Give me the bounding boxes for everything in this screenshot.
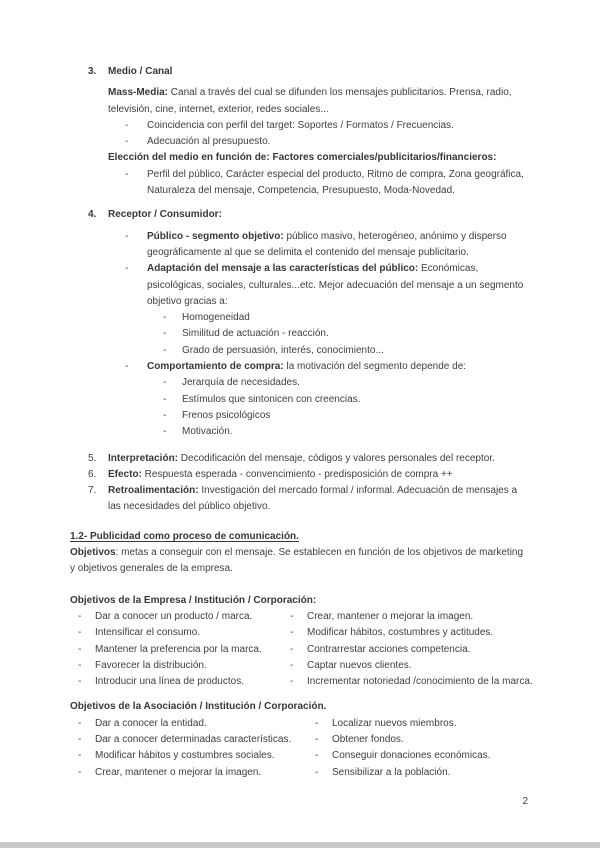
item-rest: Decodificación del mensaje, códigos y valores personales del receptor.: [178, 452, 495, 464]
list-item: [315, 716, 530, 732]
list-item-text: Incrementar notoriedad /conocimiento de la marca.: [307, 676, 533, 688]
bullet-dash: -: [78, 676, 82, 688]
section-objetivos-asociacion: [70, 699, 530, 780]
bullet-dash: -: [125, 230, 129, 242]
list-item: [78, 609, 290, 625]
list-item: [290, 674, 533, 690]
list-item: [290, 642, 530, 658]
item-lead: Efecto:: [108, 468, 142, 480]
list-item: [78, 674, 290, 690]
paragraph-lead: Elección del medio en función de: Factores comerciales/publicitarios/financieros:: [108, 152, 497, 164]
list-item: [70, 408, 530, 424]
list-item-text: Introducir una línea de productos.: [95, 676, 244, 688]
list-item-text: Sensibilizar a la población.: [332, 766, 451, 778]
list-item: [78, 658, 290, 674]
item-rest: Respuesta esperada - convencimiento - predisposición de compra ++: [141, 468, 453, 480]
two-column-row: [70, 625, 530, 641]
item-text: [108, 483, 530, 516]
item-number: 5.: [88, 452, 97, 464]
bullet-dash: -: [290, 659, 294, 671]
list-item-text: Grado de persuasión, interés, conocimiento...: [182, 344, 384, 356]
two-column-row: [70, 732, 530, 748]
numbered-item: [70, 467, 530, 483]
list-item-text: Dar a conocer un producto / marca.: [95, 610, 253, 622]
section-receptor-consumidor: [70, 207, 530, 440]
bullet-dash: -: [290, 676, 294, 688]
bullet-dash: -: [125, 119, 129, 131]
bullet-dash: -: [315, 717, 319, 729]
bullet-dash: -: [315, 766, 319, 778]
item-number: 7.: [88, 485, 97, 497]
item-lead: Retroalimentación:: [108, 485, 199, 497]
list-item-text: Similitud de actuación - reacción.: [182, 328, 329, 340]
list-item-text: Contrarrestar acciones competencia.: [307, 643, 471, 655]
bullet-dash: -: [78, 627, 82, 639]
list-item-text: Captar nuevos clientes.: [307, 659, 412, 671]
bullet-dash: -: [78, 733, 82, 745]
bullet-dash: -: [78, 643, 82, 655]
list-item-text: Perfil del público, Carácter especial del producto, Ritmo de compra, Zona geográfica, Naturaleza del mensaje, Competencia, Presupuesto, Moda-Novedad.: [147, 168, 524, 197]
list-item: [70, 310, 530, 326]
section-items-5-7: [70, 451, 530, 516]
bullet-dash: -: [163, 312, 167, 324]
bullet-dash: -: [78, 750, 82, 762]
paragraph-mass-media: [70, 85, 530, 118]
bullet-dash: -: [163, 344, 167, 356]
bullet-dash: -: [290, 643, 294, 655]
list-item-text: [147, 229, 530, 262]
list-item: [70, 424, 530, 440]
list-item-text: Estímulos que sintonicen con creencias.: [182, 393, 361, 405]
list-item: [290, 609, 530, 625]
bullet-dash: -: [163, 328, 167, 340]
paragraph-rest: : metas a conseguir con el mensaje. Se establecen en función de los objetivos de marketing y objetivos generales de la empresa.: [70, 547, 524, 575]
list-item-text: Intensificar el consumo.: [95, 627, 201, 639]
bullet-dash: -: [125, 136, 129, 148]
list-item: [70, 343, 530, 359]
section-heading: [70, 207, 530, 223]
list-item-text: Obtener fondos.: [332, 733, 404, 745]
bullet-dash: -: [290, 610, 294, 622]
list-item-text: Modificar hábitos y costumbres sociales.: [95, 750, 275, 762]
list-item: [315, 732, 530, 748]
two-column-row: [70, 658, 530, 674]
list-item: [70, 392, 530, 408]
list-item-text: Localizar nuevos miembros.: [332, 717, 457, 729]
section-number: 3.: [88, 66, 97, 77]
section-objetivos-empresa: [70, 593, 533, 691]
numbered-item: [70, 483, 530, 516]
bullet-dash: -: [78, 717, 82, 729]
bullet-dash: -: [78, 766, 82, 778]
list-item-text: Crear, mantener o mejorar la imagen.: [95, 766, 262, 778]
list-item: [70, 167, 530, 200]
paragraph-rest: Canal a través del cual se difunden los mensajes publicitarios. Prensa, radio, televisión, cine, internet, exterior, redes sociales...: [108, 87, 512, 115]
paragraph-lead: Objetivos: [70, 547, 116, 559]
two-column-row: [70, 748, 530, 764]
list-item-text: Frenos psicológicos: [182, 409, 271, 421]
bullet-dash: -: [163, 426, 167, 438]
list-item: [78, 642, 290, 658]
item-rest: Investigación del mercado formal / informal. Adecuación de mensajes a las necesidades del público objetivo.: [108, 485, 518, 513]
list-item: [315, 765, 530, 781]
item-text: [108, 467, 530, 483]
list-item-text: Modificar hábitos, costumbres y actitudes.: [307, 627, 494, 639]
list-item: [78, 732, 315, 748]
subsection-heading: 1.2- Publicidad como proceso de comunicación.: [70, 530, 299, 542]
list-item-text: Coincidencia con perfil del target: Soportes / Formatos / Frecuencias.: [147, 119, 454, 131]
paragraph-eleccion: [70, 150, 530, 166]
two-column-row: [70, 765, 530, 781]
list-item: [78, 625, 290, 641]
bullet-dash: -: [125, 361, 129, 373]
list-item: [70, 359, 530, 375]
list-item-text: [147, 359, 530, 375]
paragraph-objetivos: [70, 545, 530, 578]
list-item: [315, 748, 530, 764]
list-item-text: Dar a conocer la entidad.: [95, 717, 207, 729]
list-item-lead: Comportamiento de compra:: [147, 361, 284, 373]
item-lead: Interpretación:: [108, 452, 179, 464]
list-item: [290, 625, 530, 641]
list-item: [70, 261, 530, 310]
list-item-text: Jerarquía de necesidades.: [182, 377, 300, 389]
list-item: [78, 748, 315, 764]
list-item: [70, 229, 530, 262]
section-title: Medio / Canal: [108, 66, 173, 77]
list-heading: Objetivos de la Asociación / Institución / Corporación.: [70, 701, 327, 713]
list-item-text: Dar a conocer determinadas características.: [95, 733, 292, 745]
list-item: [70, 134, 530, 150]
bullet-dash: -: [315, 750, 319, 762]
list-item: [290, 658, 530, 674]
list-item-text: Homogeneidad: [182, 312, 250, 324]
list-item-text: Favorecer la distribución.: [95, 659, 207, 671]
list-item-text: Motivación.: [182, 426, 233, 438]
list-item: [70, 326, 530, 342]
list-item-text: Mantener la preferencia por la marca.: [95, 643, 262, 655]
list-item: [78, 716, 315, 732]
bullet-dash: -: [78, 659, 82, 671]
section-medio-canal: [70, 64, 530, 199]
bullet-dash: -: [125, 263, 129, 275]
list-item-lead: Adaptación del mensaje a las características del público:: [147, 263, 419, 275]
bullet-dash: -: [315, 733, 319, 745]
list-item: [78, 765, 315, 781]
bullet-dash: -: [125, 168, 129, 180]
list-item-text: Conseguir donaciones económicas.: [332, 750, 491, 762]
list-item-lead: Público - segmento objetivo:: [147, 230, 284, 242]
list-item-text: [147, 261, 530, 310]
two-column-row: [70, 609, 530, 625]
list-item-rest: público masivo, heterogéneo, anónimo y disperso geográficamente al que se delimita el contenido del mensaje publicitario.: [147, 230, 507, 258]
list-item-rest: la motivación del segmento depende de:: [283, 361, 467, 373]
list-item: [70, 118, 530, 134]
section-number: 4.: [88, 209, 97, 221]
bullet-dash: -: [78, 610, 82, 622]
bullet-dash: -: [163, 409, 167, 421]
item-text: [108, 451, 530, 467]
paragraph-lead: Mass-Media:: [108, 87, 169, 99]
bullet-dash: -: [163, 393, 167, 405]
list-item-text: Crear, mantener o mejorar la imagen.: [307, 610, 474, 622]
list-item: [70, 375, 530, 391]
numbered-item: [70, 451, 530, 467]
item-number: 6.: [88, 468, 97, 480]
page-bottom-edge: [0, 842, 600, 848]
section-heading: [70, 64, 530, 80]
list-item-text: Adecuación al presupuesto.: [147, 136, 271, 148]
two-column-row: [70, 642, 530, 658]
section-publicidad-comunicacion: [70, 529, 530, 578]
two-column-row: [70, 674, 533, 690]
bullet-dash: -: [290, 627, 294, 639]
page-number: 2: [522, 795, 528, 807]
bullet-dash: -: [163, 377, 167, 389]
two-column-row: [70, 716, 530, 732]
section-title: Receptor / Consumidor:: [108, 209, 222, 221]
list-heading: Objetivos de la Empresa / Institución / Corporación:: [70, 594, 317, 606]
list-item-rest: Económicas, psicológicas, sociales, culturales...etc. Mejor adecuación del mensaje a un segmento objetivo gracias a:: [147, 263, 524, 307]
